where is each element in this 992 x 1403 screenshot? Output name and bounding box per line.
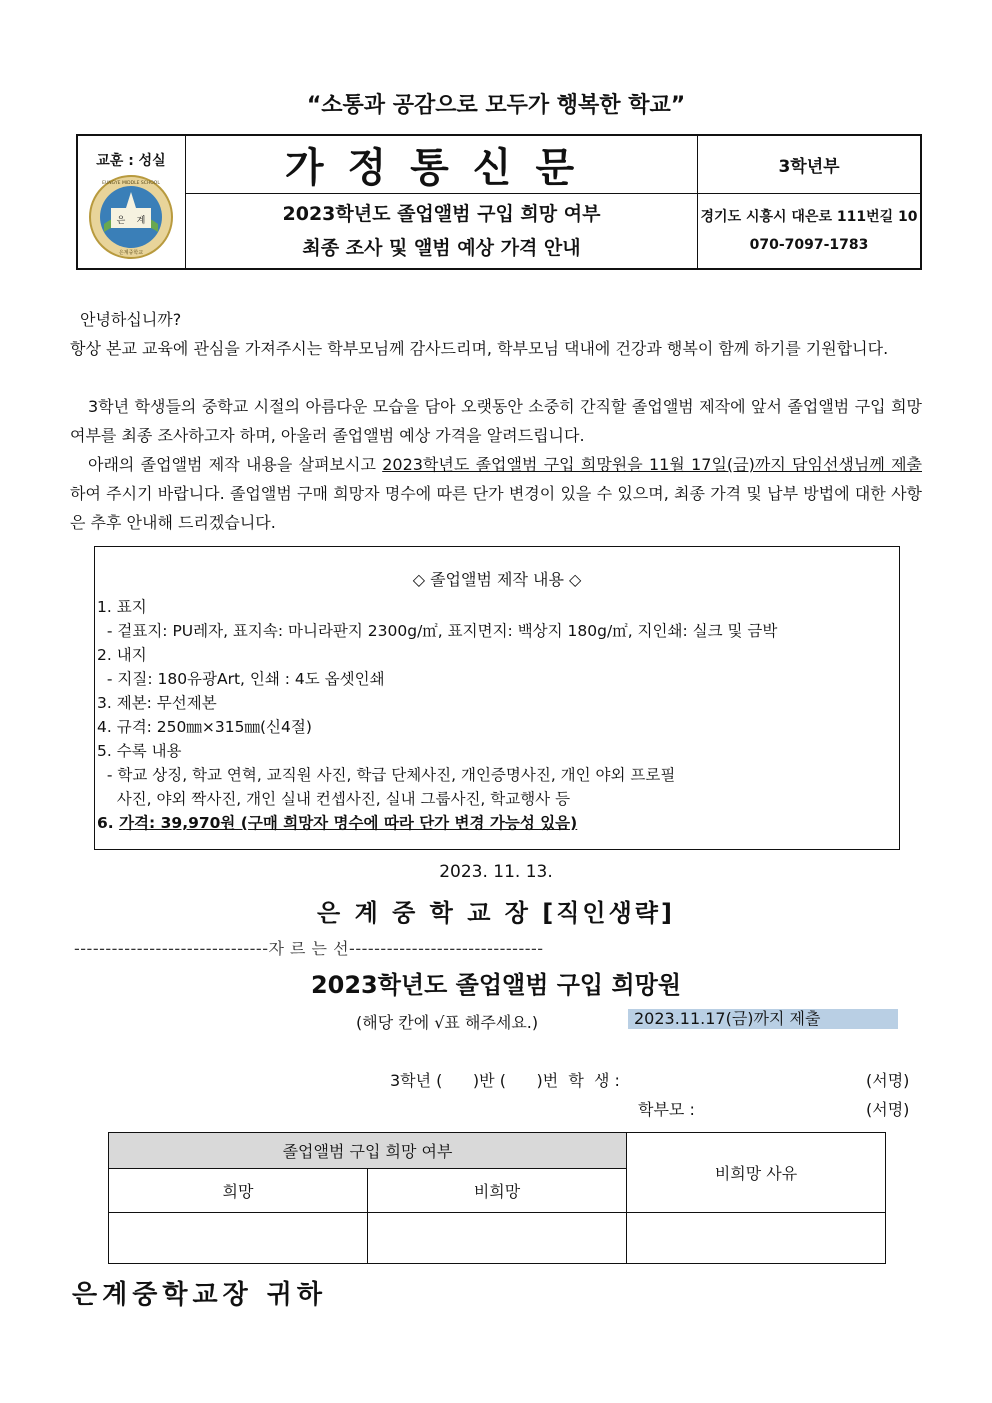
wish-header: 희망 bbox=[109, 1169, 368, 1213]
student-sign-label: (서명) bbox=[866, 1071, 910, 1090]
detail-line: - 학교 상징, 학교 연혁, 교직원 사진, 학급 단체사진, 개인증명사진, 개인 야외 프로필 bbox=[97, 766, 676, 784]
detail-line: 2. 내지 bbox=[97, 646, 147, 664]
detail-line: 사진, 야외 짝사진, 개인 실내 컨셉사진, 실내 그룹사진, 학교행사 등 bbox=[97, 790, 571, 808]
paragraph-2: 3학년 학생들의 중학교 시절의 아름다운 모습을 담아 오랫동안 소중히 간직할 졸업앨범 제작에 앞서 졸업앨범 구입 희망 여부를 최종 조사하고자 하며, 아울러 졸업앨범 예상 가격을 알려드립니다. bbox=[70, 397, 922, 445]
greeting: 안녕하십니까? bbox=[80, 310, 182, 329]
student-info-field[interactable]: 3학년 ( )반 ( )번 학 생 : bbox=[390, 1071, 620, 1090]
detail-line: 1. 표지 bbox=[97, 598, 147, 616]
detail-line: 3. 제본: 무선제본 bbox=[97, 694, 217, 712]
submission-deadline-note: 2023학년도 졸업앨범 구입 희망원을 11월 17일(금)까지 담임선생님께 제출 bbox=[382, 455, 922, 474]
principal-signature: 은 계 중 학 교 장 [직인생략] bbox=[317, 899, 675, 927]
survey-header: 졸업앨범 구입 희망 여부 bbox=[109, 1133, 627, 1169]
school-logo-icon bbox=[88, 174, 174, 260]
check-instruction: (해당 칸에 √표 해주세요.) bbox=[356, 1013, 539, 1032]
parent-sign-label: (서명) bbox=[866, 1100, 910, 1119]
paragraph-3-rest: 하여 주시기 바랍니다. 졸업앨범 구매 희망자 명수에 따른 단가 변경이 있을 수 있으며, 최종 가격 및 납부 방법에 대한 사항은 추후 안내해 드리겠습니다. bbox=[70, 484, 922, 532]
deadline-highlight: 2023.11.17(금)까지 제출 bbox=[628, 1009, 898, 1029]
closing-addressee: 은계중학교장 귀하 bbox=[72, 1280, 327, 1310]
newsletter-title: 가정통신문 bbox=[186, 136, 698, 194]
price-line bbox=[97, 811, 577, 833]
school-address: 경기도 시흥시 대은로 111번길 10 bbox=[700, 209, 918, 225]
form-title: 2023학년도 졸업앨범 구입 희망원 bbox=[310, 971, 682, 999]
school-motto: 교훈 : 성실 bbox=[96, 153, 166, 169]
detail-line: 4. 규격: 250㎜×315㎜(신4절) bbox=[97, 718, 312, 736]
subtitle-line-2: 최종 조사 및 앨범 예상 가격 안내 bbox=[302, 237, 581, 259]
letter-header-table bbox=[76, 134, 922, 270]
motto-logo-cell bbox=[78, 136, 186, 268]
school-slogan: “소통과 공감으로 모두가 행복한 학교” bbox=[306, 93, 686, 118]
logo-bottom-text: 은계중학교 bbox=[118, 250, 144, 256]
school-phone: 070-7097-1783 bbox=[749, 237, 869, 253]
detail-line: 5. 수록 내용 bbox=[97, 742, 182, 760]
logo-left-char: 은 bbox=[116, 216, 126, 226]
logo-top-text: EUNGYE MIDDLE SCHOOL bbox=[102, 181, 160, 186]
reason-input-cell[interactable] bbox=[627, 1213, 885, 1263]
logo-right-char: 계 bbox=[136, 216, 146, 226]
paragraph-3-intro: 아래의 졸업앨범 제작 내용을 살펴보시고 bbox=[88, 455, 383, 474]
no-wish-check-cell[interactable] bbox=[368, 1213, 627, 1263]
wish-check-cell[interactable] bbox=[109, 1213, 368, 1263]
album-details-box bbox=[94, 546, 900, 850]
department-label: 3학년부 bbox=[698, 136, 920, 194]
newsletter-subtitle bbox=[186, 194, 698, 268]
paragraph-1: 항상 본교 교육에 관심을 가져주시는 학부모님께 감사드리며, 학부모님 댁내에 건강과 행복이 함께 하기를 기원합니다. bbox=[70, 339, 889, 358]
subtitle-line-1: 2023학년도 졸업앨범 구입 희망 여부 bbox=[282, 203, 601, 225]
price-prefix: 6. bbox=[97, 814, 120, 832]
price-text: 가격: 39,970원 (구매 희망자 명수에 따라 단가 변경 가능성 있음) bbox=[119, 814, 578, 832]
school-contact bbox=[698, 194, 920, 268]
cut-line: -------------------------------자 르 는 선------------------------------- bbox=[74, 939, 544, 958]
no-wish-header: 비희망 bbox=[368, 1169, 627, 1213]
issue-date: 2023. 11. 13. bbox=[439, 862, 553, 882]
detail-line: - 지질: 180유광Art, 인쇄 : 4도 옵셋인쇄 bbox=[97, 670, 385, 688]
detail-line: - 겉표지: PU레자, 표지속: 마니라판지 2300g/㎡, 표지면지: 백상지 180g/㎡, 지인쇄: 실크 및 금박 bbox=[97, 622, 778, 640]
reason-header: 비희망 사유 bbox=[627, 1133, 885, 1213]
parent-label: 학부모 : bbox=[638, 1100, 695, 1119]
purchase-survey-table bbox=[108, 1132, 886, 1264]
paragraph-3 bbox=[70, 450, 922, 537]
album-details-title: ◇ 졸업앨범 제작 내용 ◇ bbox=[412, 570, 582, 589]
